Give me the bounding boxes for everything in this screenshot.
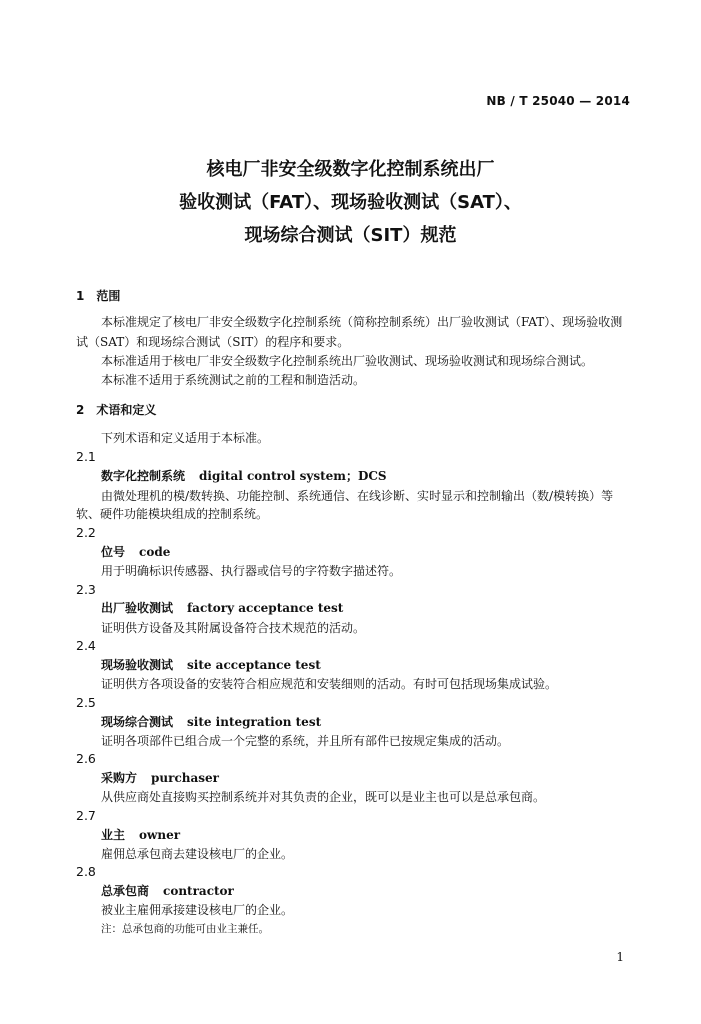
term-definition: 从供应商处直接购买控制系统并对其负责的企业，既可以是业主也可以是总承包商。 xyxy=(101,790,546,804)
title-line-2: 验收测试（FAT）、现场验收测试（SAT）、 xyxy=(179,192,522,213)
standard-code: NB / T 25040 — 2014 xyxy=(486,94,630,108)
term-definition: 证明供方设备及其附属设备符合技术规范的活动。 xyxy=(101,621,366,635)
term-number: 2.4 xyxy=(76,638,96,653)
term-en: digital control system；DCS xyxy=(199,469,387,483)
scope-paragraph-3: 本标准不适用于系统测试之前的工程和制造活动。 xyxy=(101,373,366,387)
term-definition: 被业主雇佣承接建设核电厂的企业。 xyxy=(101,903,294,917)
section-1-heading: 1 范围 xyxy=(76,289,121,303)
term-en: code xyxy=(139,545,171,559)
term-number: 2.5 xyxy=(76,695,96,710)
term-zh: 采购方 xyxy=(101,771,138,785)
scope-paragraph-1-line-2: 试（SAT）和现场综合测试（SIT）的程序和要求。 xyxy=(76,335,350,349)
term-heading xyxy=(101,716,321,728)
term-zh: 总承包商 xyxy=(101,884,150,898)
term-number: 2.1 xyxy=(76,449,96,464)
term-zh: 业主 xyxy=(101,828,126,842)
term-definition: 由微处理机的模/数转换、功能控制、系统通信、在线诊断、实时显示和控制输出（数/模转换）等 xyxy=(101,489,614,503)
term-definition: 证明各项部件已组合成一个完整的系统，并且所有部件已按规定集成的活动。 xyxy=(101,734,510,748)
term-en: owner xyxy=(139,828,181,842)
term-definition: 雇佣总承包商去建设核电厂的企业。 xyxy=(101,847,294,861)
term-number: 2.8 xyxy=(76,864,96,879)
title-line-3: 现场综合测试（SIT）规范 xyxy=(244,225,457,246)
term-heading xyxy=(101,772,219,784)
term-en: contractor xyxy=(163,884,234,898)
page-number: 1 xyxy=(616,950,624,964)
term-number: 2.3 xyxy=(76,582,96,597)
term-heading xyxy=(101,602,343,614)
term-heading xyxy=(101,829,180,841)
term-definition: 用于明确标识传感器、执行器或信号的字符数字描述符。 xyxy=(101,564,402,578)
term-zh: 位号 xyxy=(101,545,126,559)
scope-paragraph-1-line-1: 本标准规定了核电厂非安全级数字化控制系统（简称控制系统）出厂验收测试（FAT）、现场验收测 xyxy=(101,315,623,329)
title-line-1: 核电厂非安全级数字化控制系统出厂 xyxy=(206,159,495,180)
term-zh: 出厂验收测试 xyxy=(101,601,174,615)
term-en: purchaser xyxy=(151,771,219,785)
terms-intro: 下列术语和定义适用于本标准。 xyxy=(101,431,270,445)
term-heading xyxy=(101,546,170,558)
term-number: 2.2 xyxy=(76,525,96,540)
scope-paragraph-2: 本标准适用于核电厂非安全级数字化控制系统出厂验收测试、现场验收测试和现场综合测试。 xyxy=(101,354,594,368)
term-number: 2.7 xyxy=(76,808,96,823)
term-definition: 证明供方各项设备的安装符合相应规范和安装细则的活动。有时可包括现场集成试验。 xyxy=(101,677,558,691)
term-number: 2.6 xyxy=(76,751,96,766)
term-heading xyxy=(101,470,387,482)
section-2-heading: 2 术语和定义 xyxy=(76,403,157,417)
term-heading xyxy=(101,659,321,671)
term-note: 注：总承包商的功能可由业主兼任。 xyxy=(101,923,269,935)
term-en: site integration test xyxy=(187,715,322,729)
term-en: factory acceptance test xyxy=(187,601,344,615)
term-zh: 现场验收测试 xyxy=(101,658,174,672)
term-zh: 现场综合测试 xyxy=(101,715,174,729)
term-definition-cont: 软、硬件功能模块组成的控制系统。 xyxy=(76,507,269,521)
term-heading xyxy=(101,885,234,897)
term-zh: 数字化控制系统 xyxy=(101,469,186,483)
term-en: site acceptance test xyxy=(187,658,321,672)
